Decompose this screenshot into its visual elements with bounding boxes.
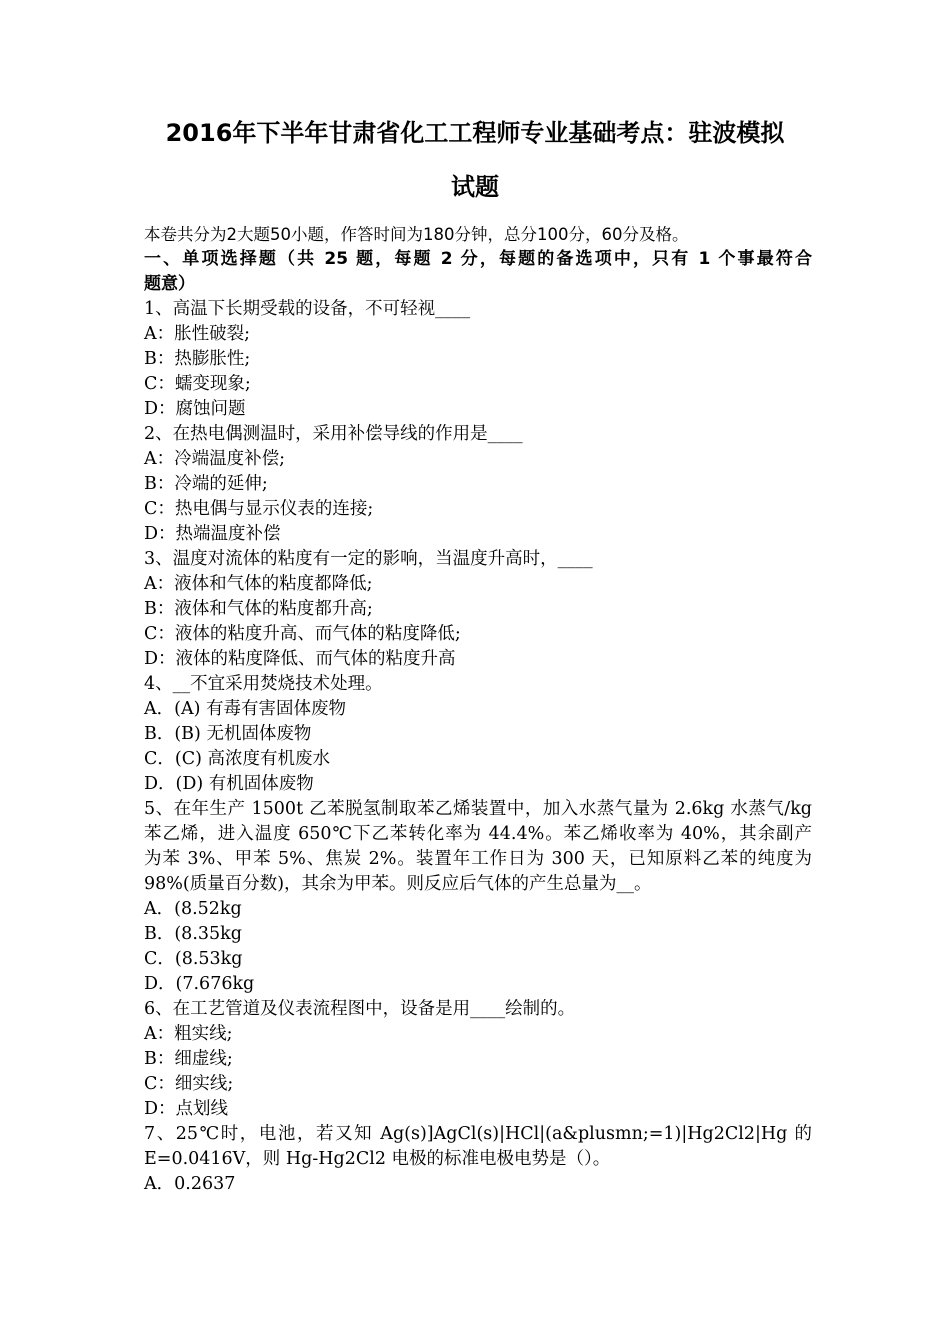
answer-option: D．(D) 有机固体废物 <box>144 774 314 794</box>
document-body <box>144 222 812 1197</box>
answer-option: B：细虚线; <box>144 1049 233 1069</box>
answer-option: D：液体的粘度降低、而气体的粘度升高 <box>144 649 456 669</box>
answer-option: C．(8.53kg <box>144 949 243 969</box>
answer-option: C：液体的粘度升高、而气体的粘度降低; <box>144 624 461 644</box>
answer-option: A．(8.52kg <box>144 899 242 919</box>
exam-intro: 本卷共分为2大题50小题，作答时间为180分钟，总分100分，60分及格。 <box>144 225 689 244</box>
question-stem-line: 为苯 3%、甲苯 5%、焦炭 2%。装置年工作日为 300 天，已知原料乙苯的纯度为 <box>144 849 812 869</box>
question-item <box>144 547 812 672</box>
question-item <box>144 297 812 422</box>
question-stem-line: 苯乙烯，进入温度 650℃下乙苯转化率为 44.4%。苯乙烯收率为 40%，其余副产 <box>144 824 812 844</box>
answer-option: B．(B) 无机固体废物 <box>144 724 312 744</box>
question-stem-line: 6、在工艺管道及仪表流程图中，设备是用____绘制的。 <box>144 999 576 1019</box>
question-list <box>144 297 812 1197</box>
answer-option: A．(A) 有毒有害固体废物 <box>144 699 346 719</box>
answer-option: B：液体和气体的粘度都升高; <box>144 599 373 619</box>
answer-option: D：腐蚀问题 <box>144 399 246 419</box>
answer-option: C：蠕变现象; <box>144 374 251 394</box>
answer-option: B：冷端的延伸; <box>144 474 268 494</box>
question-item <box>144 997 812 1122</box>
question-item <box>144 422 812 547</box>
question-item <box>144 797 812 997</box>
answer-option: C．(C) 高浓度有机废水 <box>144 749 330 769</box>
question-stem-line: 4、__不宜采用焚烧技术处理。 <box>144 674 383 694</box>
answer-option: A：冷端温度补偿; <box>144 449 286 469</box>
section-heading-line-1: 一、单项选择题（共 25 题，每题 2 分，每题的备选项中，只有 1 个事最符合 <box>144 249 812 269</box>
question-item <box>144 672 812 797</box>
answer-option: D：热端温度补偿 <box>144 524 281 544</box>
answer-option: C：细实线; <box>144 1074 234 1094</box>
question-stem-line: 98%(质量百分数)，其余为甲苯。则反应后气体的产生总量为__。 <box>144 874 652 894</box>
section-heading-line-2: 题意） <box>144 274 195 294</box>
answer-option: C：热电偶与显示仪表的连接; <box>144 499 374 519</box>
answer-option: B．(8.35kg <box>144 924 242 944</box>
question-item <box>144 1122 812 1197</box>
answer-option: A：液体和气体的粘度都降低; <box>144 574 373 594</box>
answer-option: A．0.2637 <box>144 1174 236 1194</box>
answer-option: B：热膨胀性; <box>144 349 251 369</box>
document-title-line-1: 2016年下半年甘肃省化工工程师专业基础考点：驻波模拟 <box>165 119 785 147</box>
question-stem-line: 2、在热电偶测温时，采用补偿导线的作用是____ <box>144 424 523 444</box>
document-title-line-2: 试题 <box>451 173 499 201</box>
question-stem-line: 3、温度对流体的粘度有一定的影响，当温度升高时，____ <box>144 549 593 569</box>
answer-option: A：胀性破裂; <box>144 324 251 344</box>
question-stem-line: E=0.0416V，则 Hg-Hg2Cl2 电极的标准电极电势是（）。 <box>144 1149 611 1169</box>
question-stem-line: 1、高温下长期受载的设备，不可轻视____ <box>144 299 471 319</box>
answer-option: D：点划线 <box>144 1099 229 1119</box>
question-stem-line: 7、25℃时，电池，若又知 Ag(s)]AgCl(s)|HCl|(a&plusmn;=1)|Hg2Cl2|Hg 的 <box>144 1124 812 1144</box>
answer-option: D．(7.676kg <box>144 974 255 994</box>
question-stem-line: 5、在年生产 1500t 乙苯脱氢制取苯乙烯装置中，加入水蒸气量为 2.6kg 水蒸气/kg <box>144 799 812 819</box>
answer-option: A：粗实线; <box>144 1024 233 1044</box>
